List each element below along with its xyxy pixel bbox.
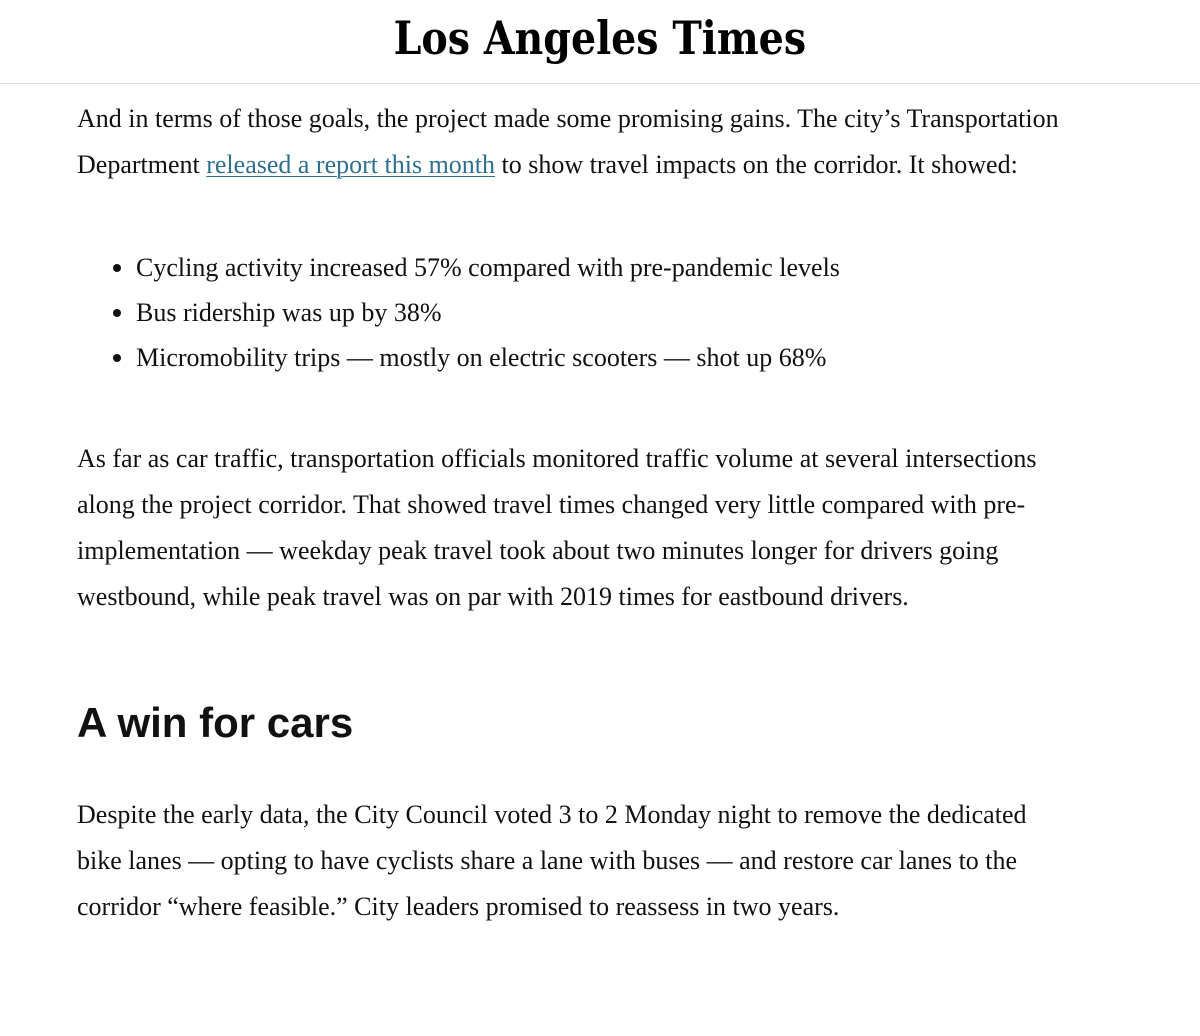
list-item [77, 290, 1077, 335]
report-link[interactable]: released a report this month [206, 150, 496, 179]
bullet-text: Bus ridership was up by 38% [136, 298, 442, 327]
list-item [77, 335, 1077, 380]
bullet-icon [113, 264, 121, 272]
paragraph-1-text-end: to show travel impacts on the corridor. It showed: [495, 150, 1018, 179]
article-paragraph-1 [77, 96, 1077, 188]
masthead [0, 0, 1200, 84]
bullet-text: Cycling activity increased 57% compared with pre-pandemic levels [136, 253, 840, 282]
paragraph-1-text-start: And in terms of those goals, the project made some promising gains. The city’s Transportation Department [77, 104, 1059, 179]
bullet-icon [113, 354, 121, 362]
section-heading: A win for cars [77, 699, 354, 746]
article-paragraph-2: As far as car traffic, transportation officials monitored traffic volume at several intersections along the project corridor. That showed travel times changed very little compared with pre-implementation — weekday peak travel took about two minutes longer for drivers going westbound, while peak travel was on par with 2019 times for eastbound drivers. [77, 444, 1037, 611]
article-paragraph-3: Despite the early data, the City Council voted 3 to 2 Monday night to remove the dedicated bike lanes — opting to have cyclists share a lane with buses — and restore car lanes to the corridor “where feasible.” City leaders promised to reassess in two years. [77, 800, 1027, 921]
bullet-icon [113, 309, 121, 317]
list-item [77, 245, 1077, 290]
bullet-text: Micromobility trips — mostly on electric scooters — shot up 68% [136, 343, 827, 372]
article-body [77, 96, 1077, 930]
site-logo[interactable]: Los Angeles Times [393, 10, 807, 65]
stats-bullet-list [77, 245, 1077, 380]
